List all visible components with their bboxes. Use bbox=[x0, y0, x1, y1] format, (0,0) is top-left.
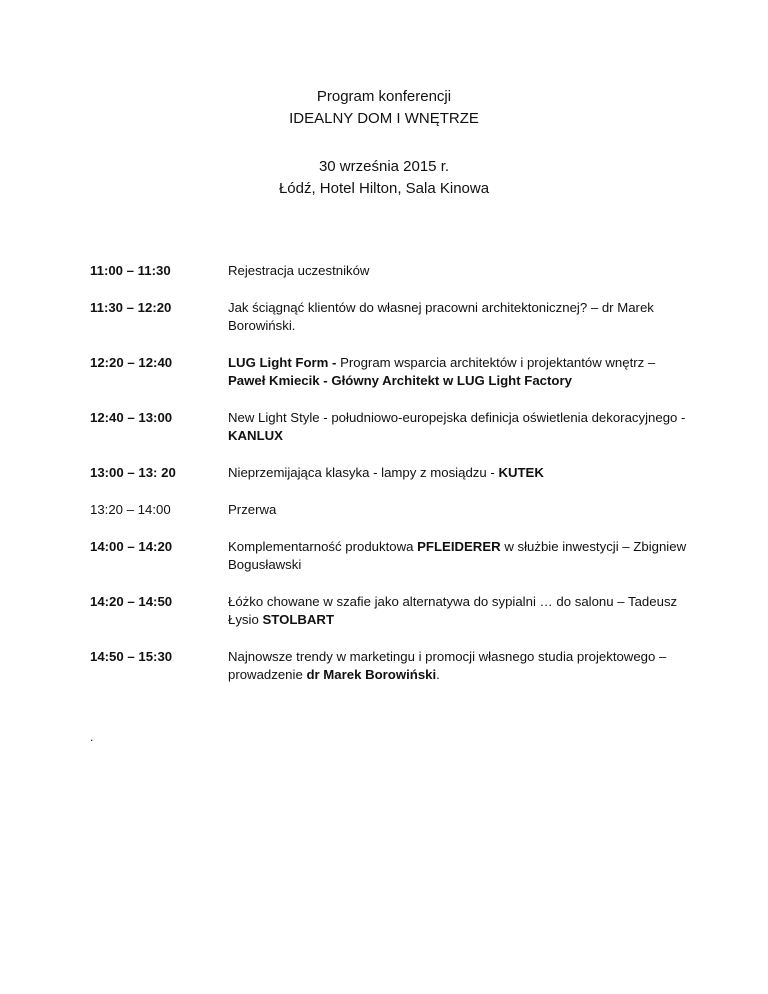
agenda-description-bold: STOLBART bbox=[262, 612, 335, 627]
footer-dot: . bbox=[90, 730, 94, 744]
agenda-time: 13:20 – 14:00 bbox=[90, 502, 171, 517]
agenda-time: 11:00 – 11:30 bbox=[90, 263, 171, 278]
agenda-time: 14:50 – 15:30 bbox=[90, 649, 173, 664]
agenda-row bbox=[90, 409, 690, 445]
header-line-1: Program konferencji bbox=[316, 88, 452, 105]
agenda-description-text: w służbie inwestycji – Zbigniew Bogusławski bbox=[228, 539, 687, 572]
agenda-row bbox=[90, 464, 690, 482]
agenda-description bbox=[228, 501, 690, 519]
document-header bbox=[0, 86, 768, 200]
agenda-row bbox=[90, 262, 690, 280]
agenda-description-bold: Paweł Kmiecik - Główny Architekt w LUG Light Factory bbox=[228, 373, 572, 388]
agenda-list bbox=[90, 262, 690, 703]
agenda-time: 13:00 – 13: 20 bbox=[90, 465, 176, 480]
agenda-description-bold: LUG Light Form - bbox=[228, 355, 341, 370]
agenda-row bbox=[90, 648, 690, 684]
agenda-description-text: . bbox=[436, 667, 440, 682]
agenda-description-bold: KUTEK bbox=[498, 465, 544, 480]
conference-date: 30 września 2015 r. bbox=[318, 158, 450, 175]
conference-place: Łódź, Hotel Hilton, Sala Kinowa bbox=[278, 180, 490, 197]
agenda-description bbox=[228, 538, 690, 574]
agenda-description-text: Przerwa bbox=[228, 502, 277, 517]
agenda-time: 14:20 – 14:50 bbox=[90, 594, 173, 609]
agenda-time: 12:40 – 13:00 bbox=[90, 410, 173, 425]
agenda-description bbox=[228, 648, 690, 684]
agenda-description bbox=[228, 409, 690, 445]
agenda-time: 14:00 – 14:20 bbox=[90, 539, 173, 554]
agenda-row bbox=[90, 538, 690, 574]
agenda-description bbox=[228, 464, 690, 482]
agenda-description-text: Rejestracja uczestników bbox=[228, 263, 370, 278]
agenda-description-bold: dr Marek Borowiński bbox=[306, 667, 437, 682]
agenda-description-text: Komplementarność produktowa bbox=[228, 539, 418, 554]
agenda-description-text: Łóżko chowane w szafie jako alternatywa do sypialni … do salonu – Tadeusz Łysio bbox=[228, 594, 678, 627]
agenda-description bbox=[228, 299, 690, 335]
agenda-row bbox=[90, 593, 690, 629]
agenda-description bbox=[228, 354, 690, 390]
agenda-description-bold: PFLEIDERER bbox=[417, 539, 501, 554]
agenda-row bbox=[90, 501, 690, 519]
agenda-description-text: Program wsparcia architektów i projektantów wnętrz – bbox=[340, 355, 656, 370]
header-gap bbox=[0, 130, 768, 156]
agenda-description-text: Najnowsze trendy w marketingu i promocji własnego studia projektowego – prowadzenie bbox=[228, 649, 667, 682]
agenda-description-text: Jak ściągnąć klientów do własnej pracowni architektonicznej? – dr Marek Borowiński. bbox=[228, 300, 654, 333]
agenda-time: 11:30 – 12:20 bbox=[90, 300, 172, 315]
agenda-description bbox=[228, 593, 690, 629]
agenda-description-text: New Light Style - południowo-europejska definicja oświetlenia dekoracyjnego - bbox=[228, 410, 686, 425]
agenda-row bbox=[90, 354, 690, 390]
agenda-description-bold: KANLUX bbox=[228, 428, 283, 443]
agenda-time: 12:20 – 12:40 bbox=[90, 355, 173, 370]
agenda-description bbox=[228, 262, 690, 280]
agenda-description-text: Nieprzemijająca klasyka - lampy z mosiądzu - bbox=[228, 465, 499, 480]
conference-title: IDEALNY DOM I WNĘTRZE bbox=[289, 110, 479, 127]
agenda-row bbox=[90, 299, 690, 335]
